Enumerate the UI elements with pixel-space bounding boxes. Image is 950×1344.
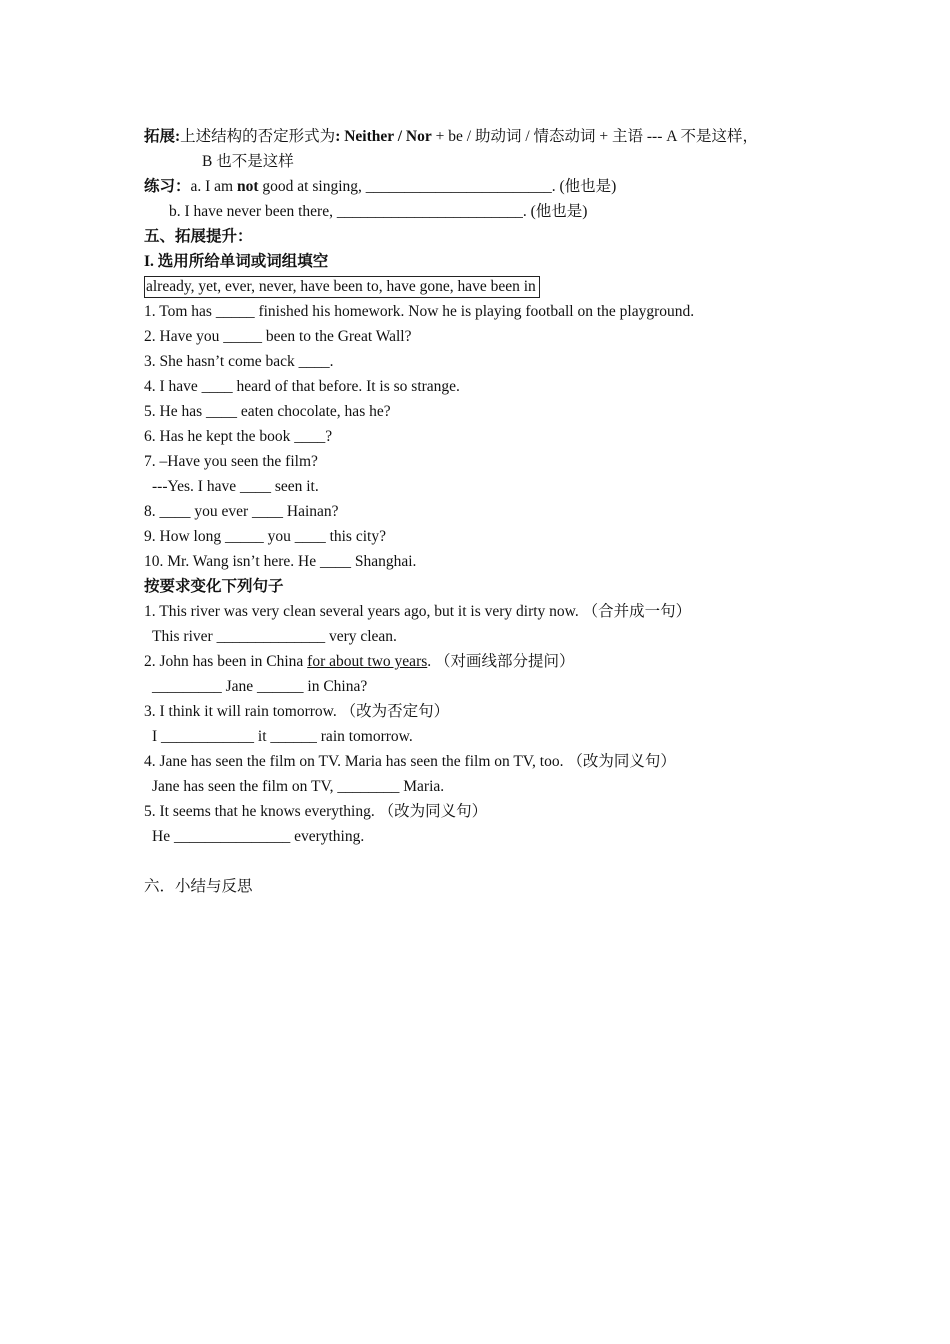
transform-q1: 1. This river was very clean several years ago, but it is very dirty now. （合并成一句） xyxy=(144,603,692,620)
section5-title: 五、拓展提升： xyxy=(144,228,253,245)
transform-q2-post: . （对画线部分提问） xyxy=(427,653,575,670)
word-box: already, yet, ever, never, have been to, have gone, have been in xyxy=(144,276,540,298)
practice-a-not: not xyxy=(237,178,259,195)
transform-a5: He _______________ everything. xyxy=(152,828,365,845)
extension-label: 拓展: xyxy=(144,128,181,145)
fill-item-2: 2. Have you _____ been to the Great Wall? xyxy=(144,328,412,345)
fill-item-7-answer: ---Yes. I have ____ seen it. xyxy=(152,478,319,495)
extension-text-b: + be / 助动词 / 情态动词 + 主语 --- A 不是这样， xyxy=(431,128,758,145)
spacer xyxy=(144,849,824,874)
fill-item-1: 1. Tom has _____ finished his homework. Now he is playing football on the playground. xyxy=(144,303,695,320)
fill-item-5: 5. He has ____ eaten chocolate, has he? xyxy=(144,403,391,420)
fill-item-6: 6. Has he kept the book ____? xyxy=(144,428,333,445)
transform-q5: 5. It seems that he knows everything. （改为同义句） xyxy=(144,803,488,820)
transform-q2-underline: for about two years xyxy=(307,653,428,670)
neither-nor: Neither / Nor xyxy=(344,128,432,145)
part1-title: I. 选用所给单词或词组填空 xyxy=(144,253,329,270)
extension-colon: : xyxy=(335,128,345,145)
fill-item-3: 3. She hasn’t come back ____. xyxy=(144,353,334,370)
transform-q4: 4. Jane has seen the film on TV. Maria has seen the film on TV, too. （改为同义句） xyxy=(144,753,676,770)
transform-title: 按要求变化下列句子 xyxy=(144,578,284,595)
transform-a4: Jane has seen the film on TV, ________ Maria. xyxy=(152,778,445,795)
transform-q2 xyxy=(144,649,824,674)
extension-line-2: B 也不是这样 xyxy=(202,153,294,170)
fill-item-8: 8. ____ you ever ____ Hainan? xyxy=(144,503,339,520)
transform-q3: 3. I think it will rain tomorrow. （改为否定句） xyxy=(144,703,450,720)
worksheet-page xyxy=(144,124,824,899)
practice-a xyxy=(144,174,824,199)
transform-a1: This river ______________ very clean. xyxy=(152,628,397,645)
fill-item-9: 9. How long _____ you ____ this city? xyxy=(144,528,386,545)
transform-q2-pre: 2. John has been in China xyxy=(144,653,308,670)
fill-item-4: 4. I have ____ heard of that before. It is so strange. xyxy=(144,378,460,395)
section6-title: 六．小结与反思 xyxy=(144,878,253,895)
practice-label: 练习： xyxy=(144,178,191,195)
fill-item-10: 10. Mr. Wang isn’t here. He ____ Shanghai. xyxy=(144,553,417,570)
extension-line-1 xyxy=(144,124,824,149)
transform-a3: I ____________ it ______ rain tomorrow. xyxy=(152,728,413,745)
practice-b: b. I have never been there, ________________________. (他也是) xyxy=(169,203,588,220)
fill-item-7: 7. –Have you seen the film? xyxy=(144,453,318,470)
transform-a2: _________ Jane ______ in China? xyxy=(152,678,368,695)
practice-a-post: good at singing, ________________________. (他也是) xyxy=(258,178,617,195)
practice-a-pre: a. I am xyxy=(190,178,237,195)
extension-text-a: 上述结构的否定形式为 xyxy=(180,128,336,145)
word-box-line xyxy=(144,274,824,299)
